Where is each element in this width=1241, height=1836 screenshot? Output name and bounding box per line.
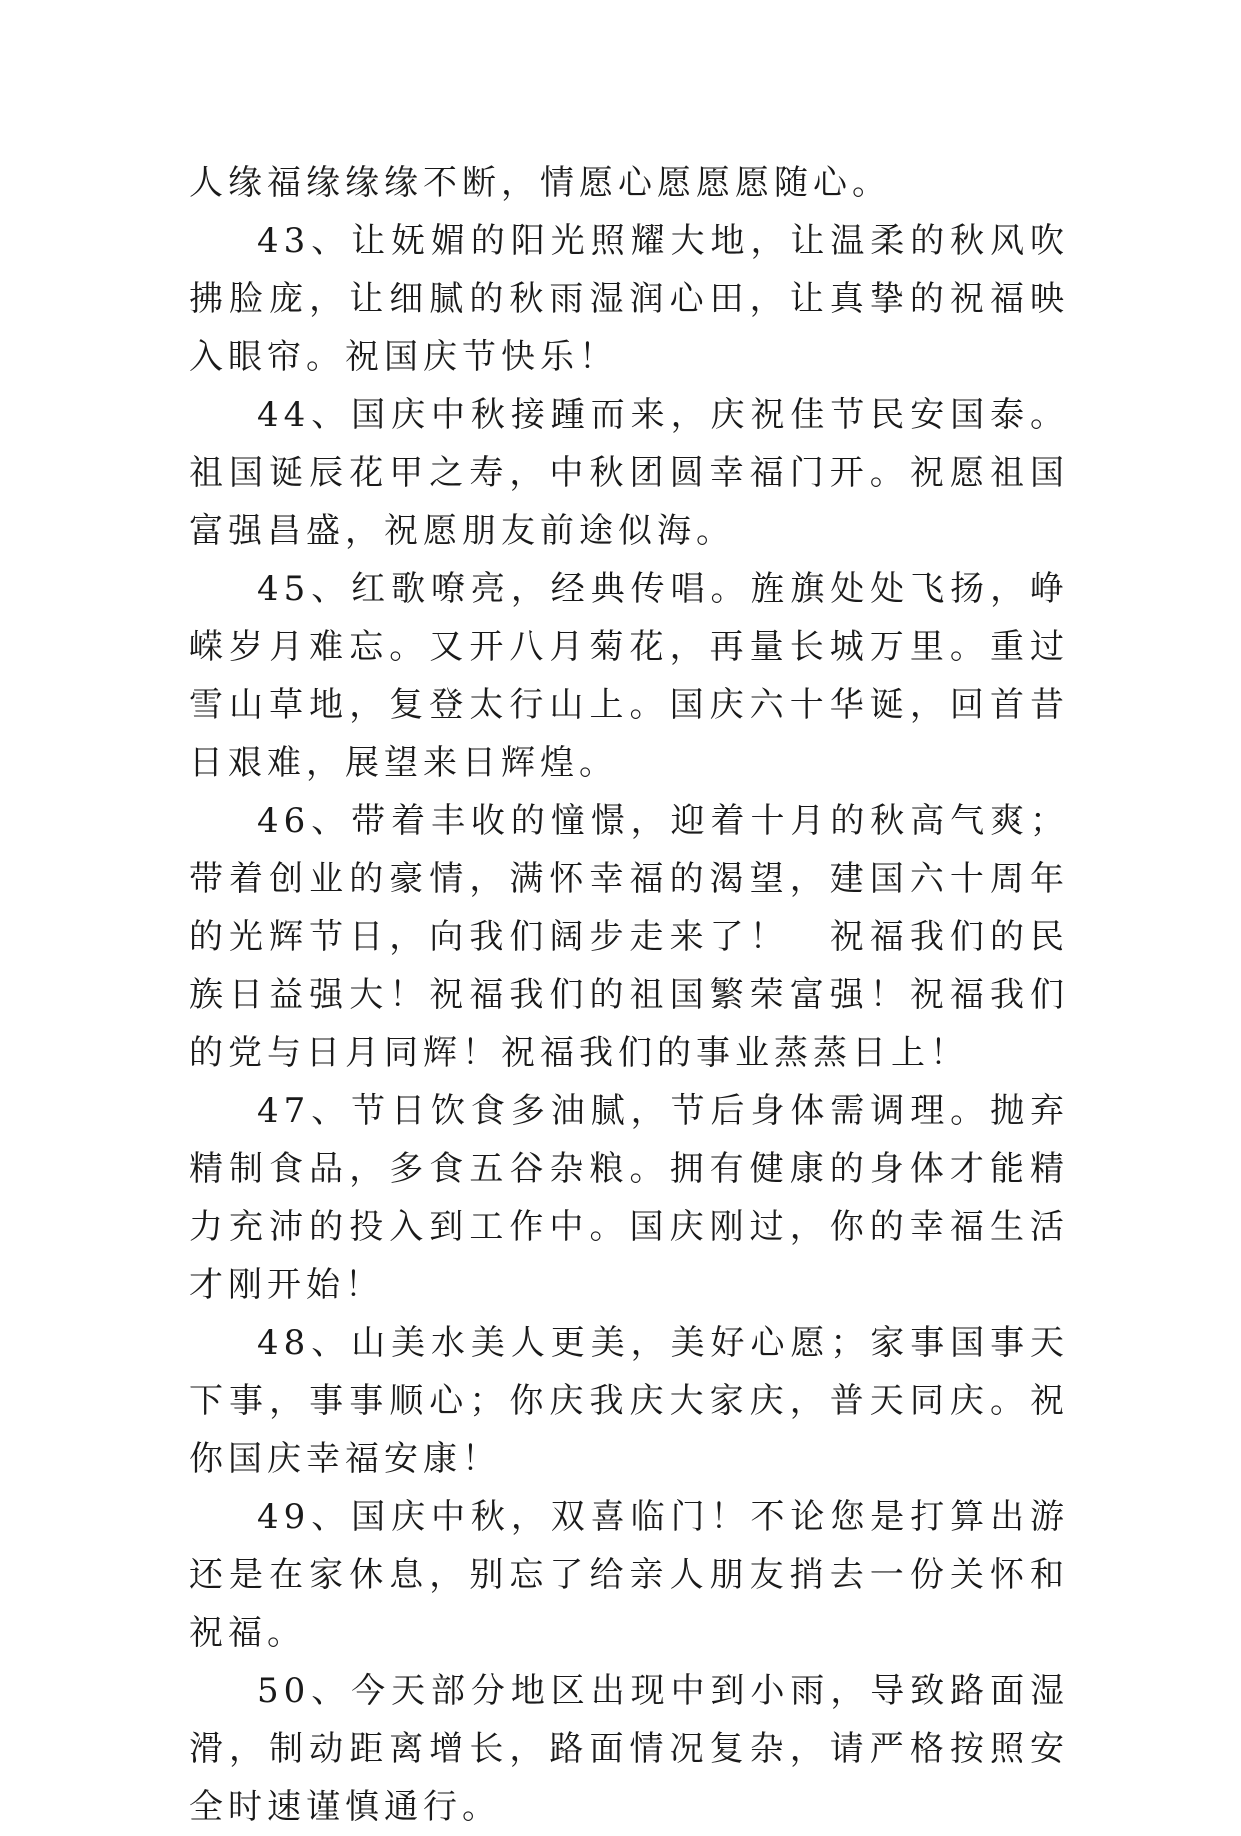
paragraph-48: 48、山美水美人更美，美好心愿；家事国事天下事，事事顺心；你庆我庆大家庆，普天同庆。祝你国庆幸福安康！ xyxy=(189,1323,1069,1479)
paragraph-47: 47、节日饮食多油腻，节后身体需调理。抛弃精制食品，多食五谷杂粮。拥有健康的身体才能精力充沛的投入到工作中。国庆刚过，你的幸福生活才刚开始！ xyxy=(189,1091,1069,1305)
paragraph-44: 44、国庆中秋接踵而来，庆祝佳节民安国泰。祖国诞辰花甲之寿，中秋团圆幸福门开。祝愿祖国富强昌盛，祝愿朋友前途似海。 xyxy=(189,395,1069,551)
paragraph-45: 45、红歌嘹亮，经典传唱。旌旗处处飞扬，峥嵘岁月难忘。又开八月菊花，再量长城万里。重过雪山草地，复登太行山上。国庆六十华诞，回首昔日艰难，展望来日辉煌。 xyxy=(189,569,1069,783)
paragraph-43: 43、让妩媚的阳光照耀大地，让温柔的秋风吹拂脸庞，让细腻的秋雨湿润心田，让真挚的祝福映入眼帘。祝国庆节快乐！ xyxy=(189,221,1069,377)
paragraph-50: 50、今天部分地区出现中到小雨，导致路面湿滑，制动距离增长，路面情况复杂，请严格按照安全时速谨慎通行。 xyxy=(189,1671,1069,1827)
paragraph-continuation: 人缘福缘缘缘不断，情愿心愿愿愿随心。 xyxy=(189,163,891,203)
paragraph-49: 49、国庆中秋，双喜临门！不论您是打算出游还是在家休息，别忘了给亲人朋友捎去一份关怀和祝福。 xyxy=(189,1497,1069,1653)
paragraph-46: 46、带着丰收的憧憬，迎着十月的秋高气爽；带着创业的豪情，满怀幸福的渴望，建国六十周年的光辉节日，向我们阔步走来了！ 祝福我们的民族日益强大！祝福我们的祖国繁荣富强！祝福我们的党与日月同辉！祝福我们的事业蒸蒸日上！ xyxy=(189,801,1069,1073)
document-body xyxy=(189,154,1069,1836)
